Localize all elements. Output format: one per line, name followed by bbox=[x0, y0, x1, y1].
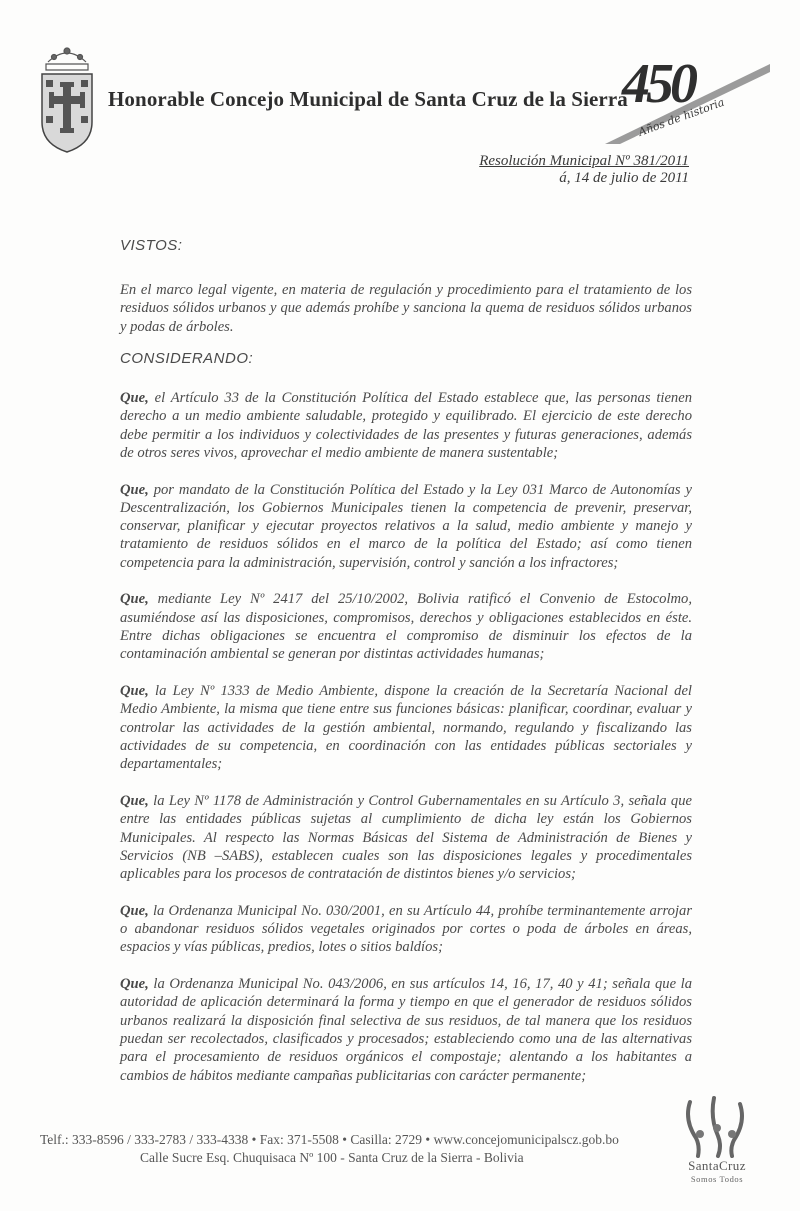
clause-2: Que, por mandato de la Constitución Política del Estado y la Ley 031 Marco de Autonomías y Descentralización, los Gobiernos Municipales tienen la competencia de prevenir, preservar, conservar, planificar y ejecutar proyectos relativos a la salud, medio ambiente y manejo y tratamiento de residuos sólidos en el marco de la política del Estado; así como tienen competencia para la administración, supervisión, control y sanción a los infractores; bbox=[120, 481, 692, 571]
resolution-number: Resolución Municipal Nº 381/2011 bbox=[479, 153, 689, 169]
clause-5: Que, la Ley Nº 1178 de Administración y Control Gubernamentales en su Artículo 3, señala que entre las entidades públicas sujetas al cumplimiento de dicha ley están los Gobiernos Municipales. Al respecto las Normas Básicas del Sistema de Administración de Bienes y Servicios (NB –SABS), establecen cuales son las disposiciones legales y procedimentales aplicables para los procesos de contratación de distintos bienes y/o servicios; bbox=[120, 792, 692, 883]
clause-6: Que, la Ordenanza Municipal No. 030/2001, en su Artículo 44, prohíbe terminantemente arrojar o abandonar residuos sólidos vegetales originados por cortes o poda de árboles en áreas, espacios y vías públicas, predios, lotes o sitios baldíos; bbox=[120, 902, 692, 956]
clause-3: Que, mediante Ley Nº 2417 del 25/10/2002, Bolivia ratificó el Convenio de Estocolmo, asumiéndose así las disposiciones, compromisos, derechos y obligaciones establecidos en éste. Entre dichas obligaciones se encuentra el compromiso de disminuir los efectos de la contaminación ambiental se generan por distintas actividades humanas; bbox=[120, 591, 692, 663]
logo-subtitle: Somos Todos bbox=[690, 1174, 744, 1184]
considerando-heading: CONSIDERANDO: bbox=[120, 350, 254, 367]
vistos-heading: VISTOS: bbox=[120, 237, 183, 254]
considerando-clauses bbox=[120, 389, 692, 1103]
clause-4: Que, la Ley Nº 1333 de Medio Ambiente, dispone la creación de la Secretaría Nacional del Medio Ambiente, la misma que tiene entre sus funciones básicas: planificar, coordinar, evaluar y controlar las actividades de la gestión ambiental, normando, regulando y fiscalizando las actividades de su competencia, en coordinación con las entidades públicas sectoriales y departamentales; bbox=[120, 683, 692, 773]
institution-name: Honorable Concejo Municipal de Santa Cruz de la Sierra bbox=[108, 87, 628, 111]
vistos-paragraph: En el marco legal vigente, en materia de regulación y procedimiento para el tratamiento de los residuos sólidos urbanos y que además prohíbe y sanciona la quema de residuos sólidos urbanos y podas de árboles. bbox=[120, 282, 692, 335]
resolution-date: á, 14 de julio de 2011 bbox=[559, 170, 689, 186]
anniversary-tagline: Años de historia bbox=[636, 95, 727, 139]
clause-1: Que, el Artículo 33 de la Constitución Política del Estado establece que, las personas tienen derecho a un medio ambiente saludable, protegido y equilibrado. El ejercicio de este derecho debe permitir a los individuos y colectividades de las presentes y futuras generaciones, además de otros seres vivos, aprovechar el medio ambiente de manera sustentable; bbox=[120, 390, 692, 461]
coat-of-arms-icon bbox=[34, 40, 100, 160]
logo-word: SantaCruz bbox=[688, 1158, 746, 1173]
footer-contact-line: Telf.: 333-8596 / 333-2783 / 333-4338 • Fax: 371-5508 • Casilla: 2729 • www.concejomunicipalscz.gob.bo bbox=[40, 1132, 619, 1147]
anniversary-number: 450 bbox=[622, 53, 694, 115]
clause-7: Que, la Ordenanza Municipal No. 043/2006, en sus artículos 14, 16, 17, 40 y 41; señala que la autoridad de aplicación determinará la forma y tiempo en que el generador de residuos sólidos urbanos realizará la disposición final selectiva de sus residuos, de tal manera que los residuos puedan ser recolectados, clasificados y procesados; estableciendo como una de las alternativas para el procesamiento de residuos orgánicos el compostaje; alentando a los habitantes a cambios de hábitos mediante campañas publicitarias con carácter permanente; bbox=[120, 976, 692, 1084]
footer-address-line: Calle Sucre Esq. Chuquisaca Nº 100 - Santa Cruz de la Sierra - Bolivia bbox=[140, 1150, 524, 1165]
anniversary-logo bbox=[600, 44, 770, 154]
